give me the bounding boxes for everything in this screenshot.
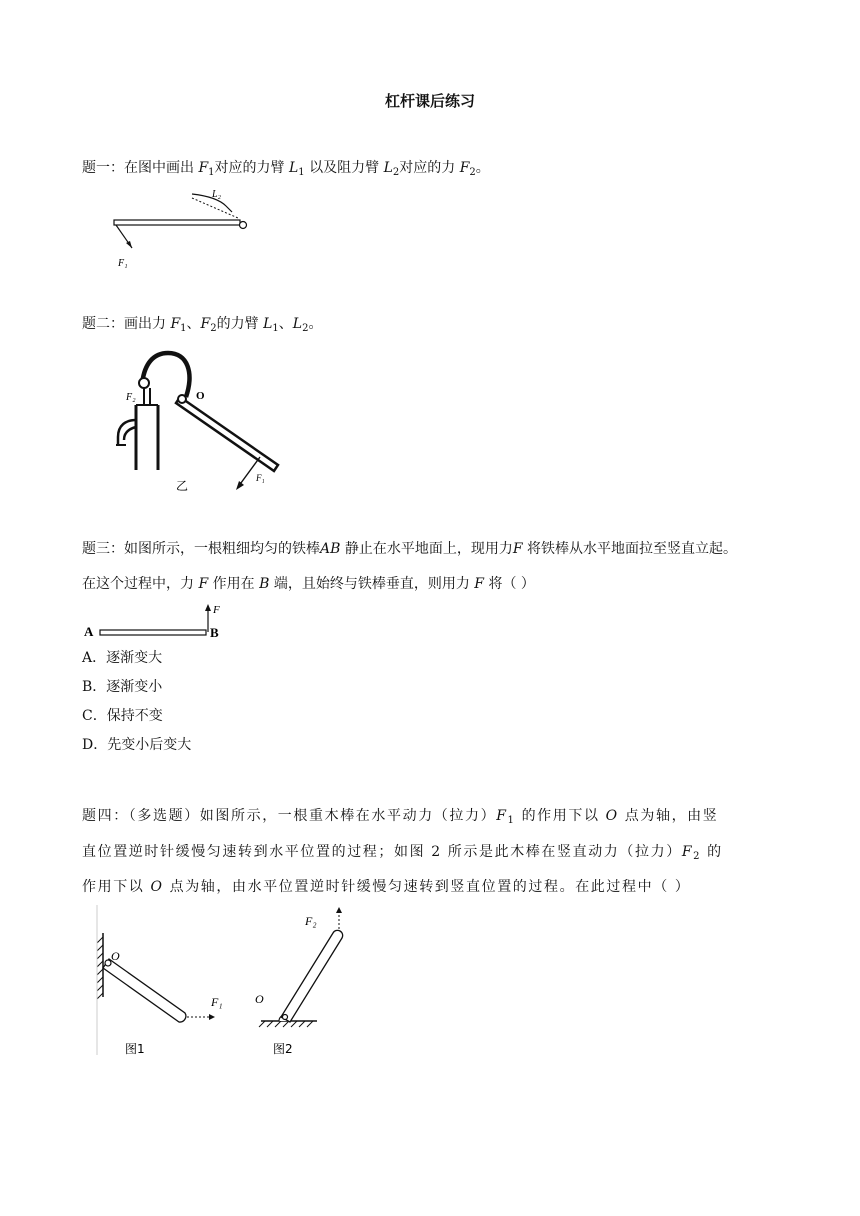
q2-text: 题二：画出力 $F_1$、$F_2$的力臂 $L_1$、$L_2$。 <box>82 316 323 334</box>
q3-label-B: B <box>210 625 219 640</box>
q1-figure <box>100 180 260 275</box>
q3-label-A: A <box>84 624 94 639</box>
q2-label-F1: F₁ <box>256 473 265 483</box>
q3-bar <box>100 630 206 635</box>
q2-lever <box>176 397 278 471</box>
q1-pivot <box>240 222 247 229</box>
q2-figure <box>106 345 296 495</box>
q3-label-F: F <box>213 604 220 616</box>
q2-label-yi: 乙 <box>176 479 189 493</box>
q3-line2: 在这个过程中，力 F 作用在 B 端，且始终与铁棒垂直，则用力 F 将（ ） <box>82 576 535 592</box>
q3-line1: 题三：如图所示，一根粗细均匀的铁棒AB 静止在水平地面上，现用力F 将铁棒从水平地面拉至竖直立起。 <box>82 541 738 557</box>
q3-option-d: D．先变小后变大 <box>82 737 192 753</box>
q4-line1: 题四：（多选题）如图所示，一根重木棒在水平动力（拉力）$F_1$ 的作用下以 O 点为轴，由竖 <box>82 808 719 826</box>
q1-lever <box>114 220 240 225</box>
q3-figure <box>82 600 232 642</box>
q1-text: 题一：在图中画出 $F_1$对应的力臂 $L_1$ 以及阻力臂 $L_2$对应的力 $F_2$。 <box>82 160 490 178</box>
q2-pump-body <box>136 405 158 470</box>
q4-fig1-rod <box>103 959 186 1022</box>
q2-pivot <box>178 395 186 403</box>
q4-fig2-label-O: O <box>255 992 264 1006</box>
page-title: 杠杆课后练习 <box>384 92 475 110</box>
q4-line2: 直位置逆时针缓慢匀速转到水平位置的过程；如图 2 所示是此木棒在竖直动力（拉力）$F_2$ 的 <box>82 844 723 862</box>
q2-label-F2: F₂ <box>126 392 136 403</box>
q4-fig1-label-F1: F₁ <box>211 995 223 1009</box>
q1-dashed-line <box>192 198 238 218</box>
q2-spout <box>118 420 136 445</box>
q4-fig2-label-F2: F₂ <box>305 914 317 928</box>
q3-option-c: C．保持不变 <box>82 708 163 724</box>
q4-fig2-caption: 图2 <box>273 1042 293 1056</box>
q4-fig2-rod <box>281 930 343 1022</box>
q3-option-a: A．逐渐变大 <box>82 650 163 666</box>
q4-fig1-label-O: O <box>111 949 120 963</box>
q4-fig1-caption: 图1 <box>125 1042 145 1056</box>
q2-label-O: O <box>196 390 205 402</box>
q4-line3: 作用下以 O 点为轴，由水平位置逆时针缓慢匀速转到竖直位置的过程。在此过程中（ ） <box>82 879 691 895</box>
q4-figure <box>95 905 385 1060</box>
q1-label-F1: F₁ <box>118 258 128 269</box>
q3-option-b: B．逐渐变小 <box>82 679 163 695</box>
q1-label-L2: L₂ <box>212 189 222 200</box>
